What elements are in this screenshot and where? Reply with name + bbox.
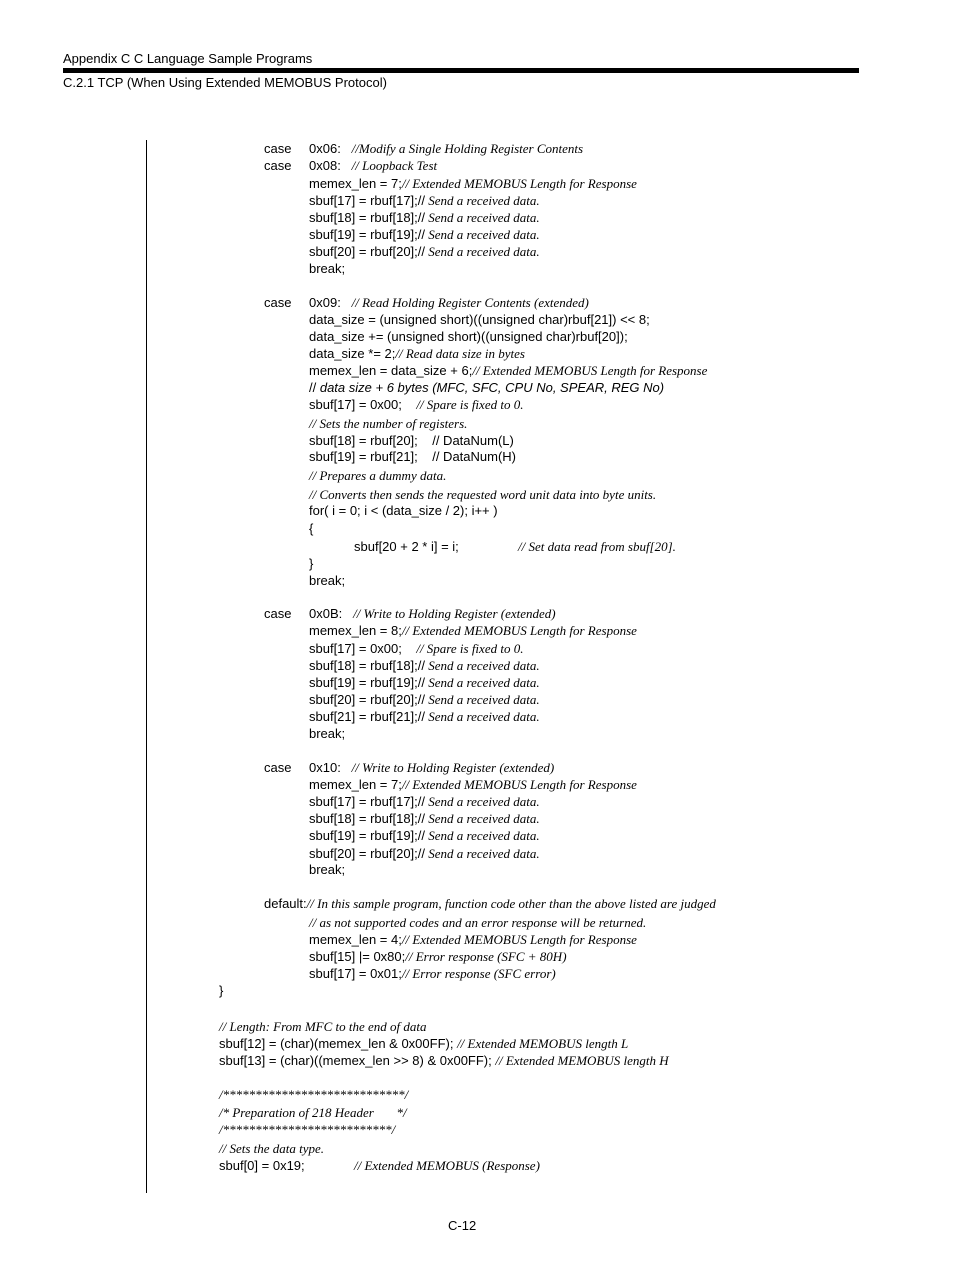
code-text: 0x10: [309,760,352,775]
code-line [309,260,345,277]
code-text: 0x0B: [309,606,354,621]
code-line [309,674,540,691]
code-text: data_size += (unsigned short)((unsigned char)rbuf[20]); [309,329,628,344]
code-line [264,157,291,174]
code-line [219,1121,395,1138]
code-line [309,192,540,209]
code-text: for( i = 0; i < (data_size / 2); i++ ) [309,503,498,518]
code-comment: data size + 6 bytes (MFC, SFC, CPU No, SPEAR, REG No) [319,380,665,395]
code-comment: // Read Holding Register Contents (extended) [351,295,589,310]
code-line [309,708,540,725]
code-line [309,379,664,396]
code-line [309,827,540,844]
code-comment: // Extended MEMOBUS Length for Response [472,363,708,378]
code-text: sbuf[13] = (char)((memex_len >> 8) & 0x00FF); [219,1053,496,1068]
code-comment: Send a received data. [425,227,540,242]
code-line [264,605,291,622]
code-comment: Send a received data. [425,828,540,843]
code-comment: // Extended MEMOBUS length L [457,1036,629,1051]
code-comment: // Extended MEMOBUS Length for Response [401,777,637,792]
code-comment: Send a received data. [425,658,540,673]
code-line [219,1035,628,1052]
code-text: } [219,983,224,998]
code-text: 0x06: [309,141,352,156]
code-line [309,776,637,793]
code-text: } [309,556,314,571]
code-comment: // as not supported codes and an error response will be returned. [309,915,647,930]
code-comment: Send a received data. [425,846,540,861]
code-text: case [264,158,292,173]
code-text: sbuf[18] = rbuf[18];// [309,658,425,673]
code-comment: Send a received data. [425,244,540,259]
code-line [309,140,583,157]
code-line [219,1140,324,1157]
code-text: memex_len = data_size + 6; [309,363,473,378]
code-line [219,1104,407,1121]
code-comment: Send a received data. [425,811,540,826]
code-line [309,520,313,537]
code-comment: /**************************/ [219,1122,396,1137]
code-text: data_size = (unsigned short)((unsigned char)rbuf[21]) << 8; [309,312,650,327]
code-line [309,622,637,639]
code-text: break; [309,726,346,741]
code-text: sbuf[20] = rbuf[20];// [309,692,425,707]
code-comment: Send a received data. [425,794,540,809]
code-line [309,467,446,484]
code-comment: // Extended MEMOBUS (Response) [354,1158,540,1173]
code-line [354,1157,540,1174]
code-line [309,640,523,657]
header-rule [63,68,859,73]
code-comment: // Length: From MFC to the end of data [219,1019,427,1034]
code-line [219,982,223,999]
code-line [219,1086,408,1103]
code-text: sbuf[19] = rbuf[19];// [309,828,425,843]
code-comment: // Extended MEMOBUS Length for Response [401,623,637,638]
code-text: sbuf[12] = (char)(memex_len & 0x00FF); [219,1036,458,1051]
code-text: case [264,295,292,310]
code-line [264,140,291,157]
code-line [309,691,540,708]
code-text: memex_len = 7; [309,176,402,191]
code-text: memex_len = 7; [309,777,402,792]
code-text: sbuf[20] = rbuf[20];// [309,244,425,259]
code-line [309,657,540,674]
code-comment: // Read data size in bytes [395,346,525,361]
code-line [219,1052,669,1069]
code-comment: // Sets the number of registers. [309,416,468,431]
code-line [309,362,707,379]
code-text: case [264,141,292,156]
code-text: sbuf[18] = rbuf[20]; // DataNum(L) [309,433,514,448]
code-text: memex_len = 4; [309,932,402,947]
code-comment: // Error response (SFC error) [401,966,556,981]
code-line [309,845,540,862]
code-comment: // Write to Holding Register (extended) [353,606,556,621]
code-text: sbuf[19] = rbuf[19];// [309,675,425,690]
code-line [309,793,540,810]
code-line [309,175,637,192]
code-text: break; [309,261,346,276]
code-comment: /****************************/ [219,1087,409,1102]
code-comment: // Prepares a dummy data. [309,468,447,483]
code-text: memex_len = 8; [309,623,402,638]
code-line [309,432,514,449]
code-line [309,243,540,260]
code-text: sbuf[19] = rbuf[21]; // DataNum(H) [309,449,517,464]
code-text: sbuf[17] = 0x00; [309,397,417,412]
code-line [309,486,656,503]
code-line [309,345,525,362]
code-text: { [309,521,314,536]
code-text: sbuf[20 + 2 * i] = i; [354,539,459,554]
code-text: sbuf[15] |= 0x80; [309,949,406,964]
code-line [264,294,291,311]
code-comment: Send a received data. [425,675,540,690]
code-line [309,311,650,328]
section-header: C.2.1 TCP (When Using Extended MEMOBUS Protocol) [63,75,387,90]
code-line [309,605,556,622]
code-line [309,294,589,311]
code-line [354,538,459,555]
code-text: sbuf[20] = rbuf[20];// [309,846,425,861]
code-line [309,914,646,931]
code-text: sbuf[21] = rbuf[21];// [309,709,425,724]
code-text: default: [264,896,307,911]
code-line [264,759,291,776]
code-line [309,209,540,226]
code-comment: // Converts then sends the requested word unit data into byte units. [309,487,657,502]
code-line [309,502,498,519]
code-comment: // Sets the data type. [219,1141,325,1156]
code-comment: Send a received data. [425,709,540,724]
code-text: data_size *= 2; [309,346,396,361]
code-comment: // Extended MEMOBUS Length for Response [401,932,637,947]
code-text: sbuf[17] = 0x01; [309,966,402,981]
code-line [309,861,345,878]
code-comment: // Write to Holding Register (extended) [351,760,555,775]
code-text: sbuf[17] = rbuf[17];// [309,193,425,208]
code-line [309,157,437,174]
code-line [309,725,345,742]
code-line [264,895,716,912]
code-text: break; [309,573,346,588]
code-line [309,572,345,589]
code-line [309,931,637,948]
code-text: sbuf[0] = 0x19; [219,1158,305,1173]
code-line [309,948,567,965]
code-comment: // Set data read from sbuf[20]. [518,539,676,554]
code-comment: //Modify a Single Holding Register Contents [351,141,584,156]
code-line [219,1157,305,1174]
code-text: case [264,606,292,621]
appendix-header: Appendix C C Language Sample Programs [63,51,313,66]
page-number: C-12 [448,1218,477,1233]
code-text: sbuf[18] = rbuf[18];// [309,210,425,225]
code-line [309,965,556,982]
code-comment: // Error response (SFC + 80H) [405,949,567,964]
code-text: break; [309,862,346,877]
code-comment: // Extended MEMOBUS length H [495,1053,669,1068]
margin-bar [146,140,147,1193]
code-line [219,1018,427,1035]
code-line [518,538,676,555]
code-text: // [309,380,320,395]
code-text: 0x08: [309,158,352,173]
code-text: sbuf[17] = 0x00; [309,641,417,656]
code-text: sbuf[19] = rbuf[19];// [309,227,425,242]
code-comment: Send a received data. [425,210,540,225]
code-comment: // Extended MEMOBUS Length for Response [401,176,637,191]
code-comment: // Spare is fixed to 0. [416,397,524,412]
code-text: 0x09: [309,295,352,310]
code-comment: /* Preparation of 218 Header */ [219,1105,407,1120]
code-text: sbuf[18] = rbuf[18];// [309,811,425,826]
code-comment: // Loopback Test [351,158,438,173]
code-line [309,810,540,827]
code-comment: // Spare is fixed to 0. [416,641,524,656]
code-line [309,759,554,776]
code-line [309,328,628,345]
code-line [309,415,467,432]
code-comment: Send a received data. [425,692,540,707]
code-line [309,396,523,413]
code-text: case [264,760,292,775]
code-comment: Send a received data. [425,193,540,208]
code-line [309,448,516,465]
code-line [309,226,540,243]
code-text: sbuf[17] = rbuf[17];// [309,794,425,809]
code-line [309,555,313,572]
code-comment: // In this sample program, function code other than the above listed are judged [306,896,716,911]
